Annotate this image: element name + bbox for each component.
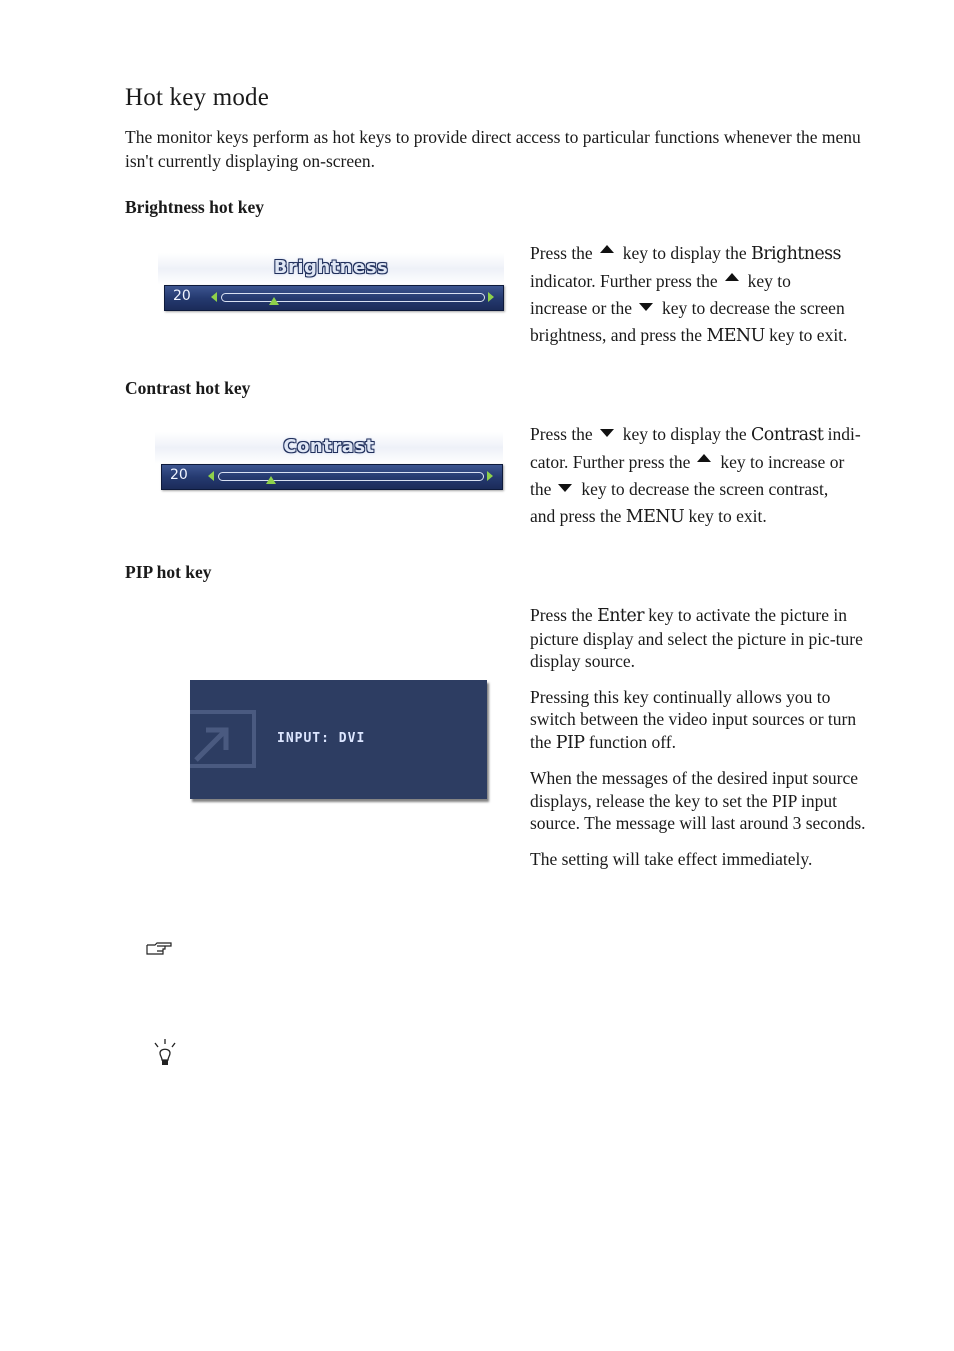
- keyword-enter: Enter: [597, 606, 644, 626]
- keyword-contrast: Contrast: [751, 425, 824, 445]
- brightness-osd-label: Brightness: [273, 257, 389, 278]
- text: key to exit.: [688, 506, 767, 526]
- contrast-description: [530, 421, 880, 531]
- text: cator. Further press the: [530, 452, 691, 472]
- brightness-slider-thumb: [269, 297, 279, 305]
- triangle-up-icon: [697, 454, 711, 462]
- text: key to: [747, 271, 791, 291]
- arrow-left-icon: [208, 471, 214, 481]
- text: key to decrease the screen contrast,: [581, 479, 829, 499]
- text: key to display the: [622, 424, 747, 444]
- text: key to activate the picture in picture display and select the picture in pic-ture display source.: [530, 605, 863, 671]
- keyword-pip: PIP: [555, 732, 585, 753]
- arrow-right-icon: [487, 471, 493, 481]
- keyword-brightness: Brightness: [751, 244, 841, 264]
- triangle-up-icon: [725, 273, 739, 281]
- triangle-down-icon: [600, 429, 614, 437]
- keyword-menu: MENU: [625, 507, 685, 527]
- pip-osd: [190, 680, 487, 799]
- contrast-osd-bar: [161, 464, 503, 490]
- contrast-osd-value: 20: [170, 467, 188, 483]
- arrow-right-icon: [488, 292, 494, 302]
- text: increase or the: [530, 298, 633, 318]
- text: brightness, and press the: [530, 325, 703, 345]
- pip-input-icon: [190, 710, 260, 770]
- text: key to display the: [622, 243, 747, 263]
- text: Pressing this key continually allows you to switch between the video input sources or turn the: [530, 686, 857, 752]
- text: function off.: [588, 731, 676, 752]
- pip-paragraph-3: When the messages of the desired input source displays, release the key to set the PIP input source. The message will last around 3 seconds.: [530, 768, 866, 833]
- text: Press the: [530, 243, 593, 263]
- text: indicator. Further press the: [530, 271, 718, 291]
- brightness-slider-track: [221, 293, 485, 302]
- brightness-heading: Brightness hot key: [125, 197, 265, 217]
- pointing-hand-icon: [145, 941, 175, 957]
- text: key to increase or: [720, 452, 845, 472]
- pip-description: [530, 604, 880, 870]
- pip-heading: PIP hot key: [125, 562, 212, 582]
- triangle-down-icon: [639, 303, 653, 311]
- page-title: Hot key mode: [125, 84, 270, 111]
- intro-paragraph: The monitor keys perform as hot keys to provide direct access to particular functions whenever the menu isn't currently displaying on-screen.: [125, 127, 861, 171]
- contrast-slider-thumb: [266, 476, 276, 484]
- pip-paragraph-4: The setting will take effect immediately.: [530, 848, 813, 869]
- pip-paragraph-1: [530, 604, 880, 673]
- contrast-osd-label: Contrast: [283, 436, 375, 457]
- light-bulb-icon: [152, 1038, 178, 1068]
- brightness-description: [530, 240, 880, 350]
- text: Press the: [530, 424, 593, 444]
- brightness-osd-bar: [164, 285, 504, 311]
- pip-osd-label: INPUT: DVI: [277, 731, 366, 746]
- text: key to decrease the screen: [662, 298, 845, 318]
- text: and press the: [530, 506, 622, 526]
- triangle-down-icon: [558, 484, 572, 492]
- text: key to exit.: [769, 325, 848, 345]
- brightness-osd-value: 20: [173, 288, 191, 304]
- text: indi-: [827, 424, 861, 444]
- contrast-slider-track: [218, 472, 484, 481]
- contrast-osd: [155, 432, 503, 490]
- text: the: [530, 479, 552, 499]
- text: Press the: [530, 605, 593, 625]
- pip-paragraph-2: [530, 686, 880, 755]
- contrast-heading: Contrast hot key: [125, 378, 251, 398]
- triangle-up-icon: [600, 245, 614, 253]
- brightness-osd: [158, 253, 504, 311]
- arrow-left-icon: [211, 292, 217, 302]
- keyword-menu: MENU: [706, 326, 765, 346]
